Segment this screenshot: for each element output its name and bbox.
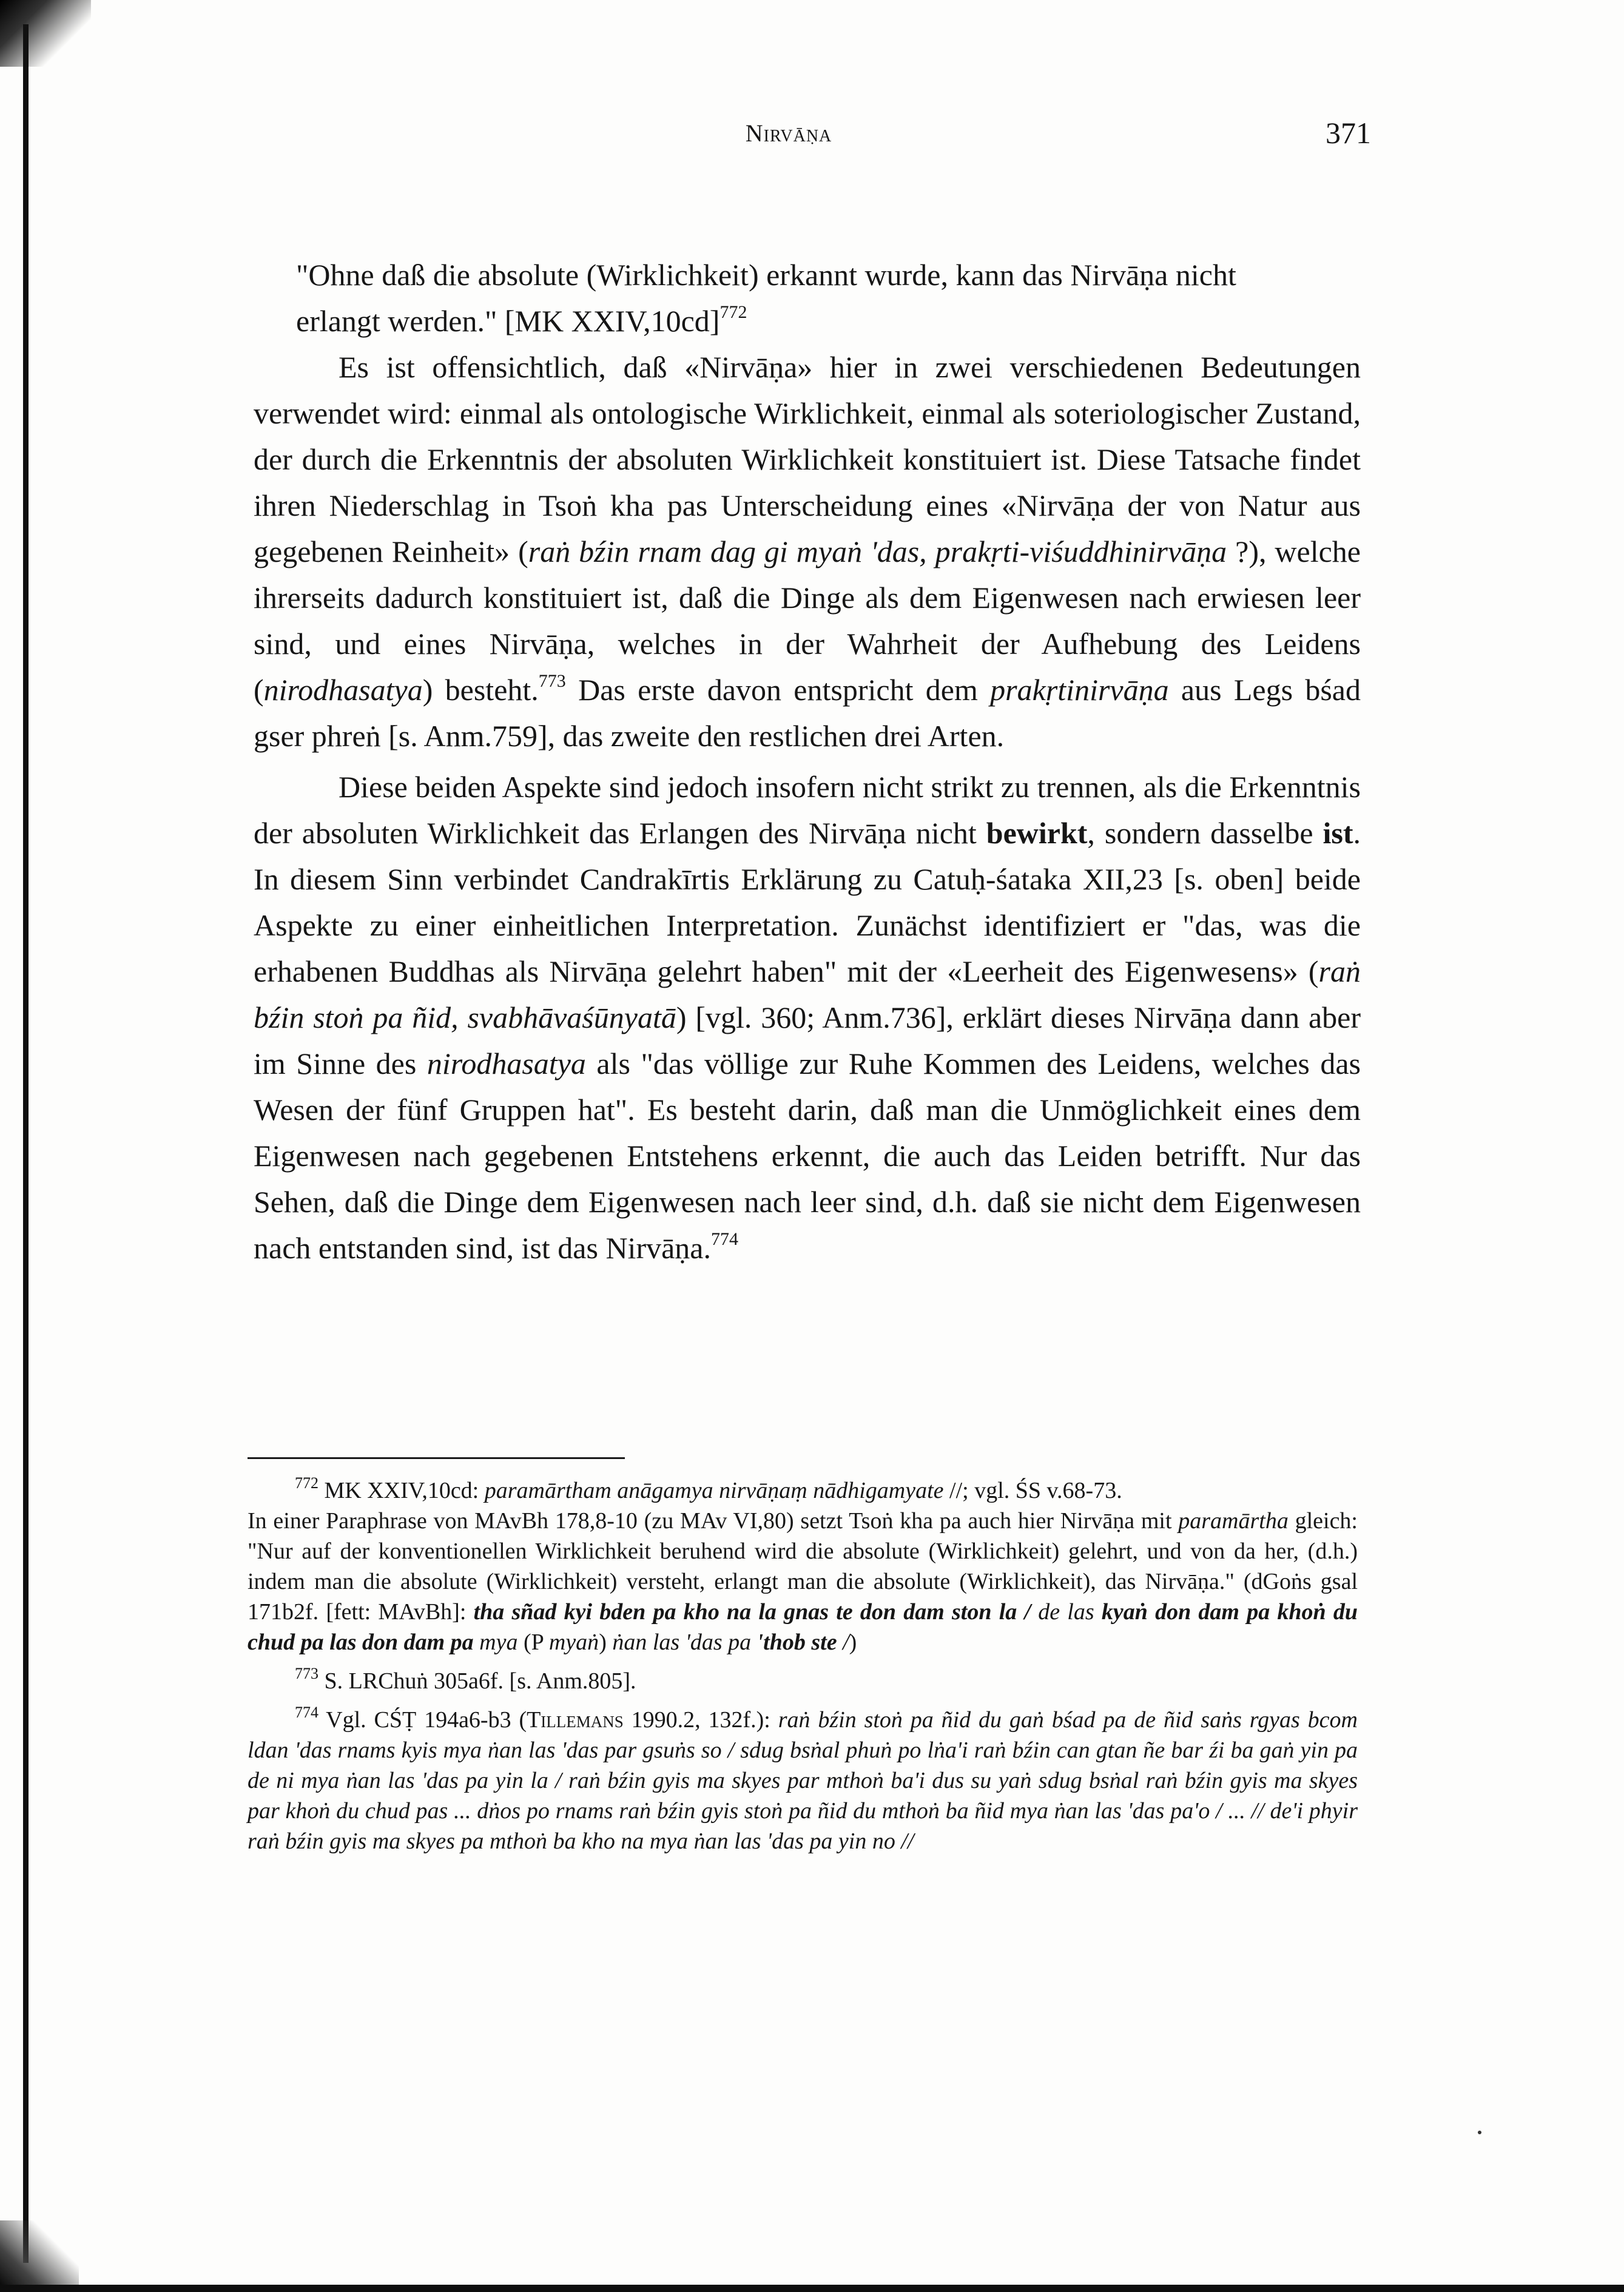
running-title: Nirvāṇa	[745, 120, 832, 147]
footnote-divider	[248, 1457, 625, 1459]
footnote-772: $^{772}$ MK XXIV,10cd: paramārtham anāgamya nirvāṇaṃ nādhigamyate //; vgl. ŚS v.68-73. In einer Paraphrase von MAvBh 178,8-10 (zu MAv VI,80) setzt Tsoṅ kha pa auch hier Nirvāṇa mit paramārtha gleich: "Nur auf der konventionellen Wirklichkeit beruhend wird die absolute (Wirklichkeit) gelehrt, und von da her, (d.h.) indem man die absolute (Wirklichkeit) versteht, erlangt man die absolute (Wirklichkeit), das Nirvāṇa." (dGoṅs gsal 171b2f. [fett: MAvBh]: tha sñad kyi bden pa kho na la gnas te don dam ston la / de las kyaṅ don dam pa khoṅ du chud pa las don dam pa mya (P myaṅ) ṅan las 'das pa 'thob ste /)	[248, 1474, 1358, 1655]
footnote-number: 773	[295, 1665, 318, 1682]
footnote-ref[interactable]: 772	[719, 302, 747, 322]
footnote-ref[interactable]: 773	[538, 671, 566, 691]
main-text	[254, 252, 1361, 1271]
scan-speck	[1478, 2131, 1481, 2134]
footnote-ref[interactable]: 774	[710, 1229, 738, 1249]
footnote-774: $^{774}$ Vgl. CŚṬ 194a6-b3 (Tillemans 1990.2, 132f.): raṅ bźin stoṅ pa ñid du gaṅ bśad pa de ñid saṅs rgyas bcom ldan 'das rnams kyis mya ṅan las 'das par gsuṅs so / sdug bsṅal phuṅ po lṅa'i raṅ bźin can gtan ñe bar źi ba gaṅ yin pa de ni mya ṅan las 'das pa yin la / raṅ bźin gyis ma skyes par mthoṅ ba'i dus su yaṅ sdug bsṅal raṅ bźin gyis ma skyes par khoṅ du chud pas ... dṅos po rnams raṅ bźin gyis stoṅ pa ñid du mthoṅ ba ñid mya ṅan las 'das pa'o / ... // de'i phyir raṅ bźin gyis ma skyes pa mthoṅ ba kho na mya ṅan las 'das pa yin no //	[248, 1704, 1358, 1854]
quote-paragraph: "Ohne daß die absolute (Wirklichkeit) erkannt wurde, kann das Nirvāṇa nicht erlangt werden." [MK XXIV,10cd]$^{772}$	[296, 258, 1236, 338]
scan-shadow-bottom	[0, 2220, 79, 2292]
footnotes	[248, 1475, 1358, 1865]
paragraph: Es ist offensichtlich, daß «Nirvāṇa» hier in zwei verschiedenen Bedeutungen verwendet wird: einmal als ontologische Wirklichkeit, einmal als soteriologischer Zustand, der durch die Erkenntnis der absoluten Wirklichkeit konstituiert ist. Diese Tatsache findet ihren Niederschlag in Tsoṅ kha pas Unterscheidung eines «Nirvāṇa der von Natur aus gegebenen Reinheit» (raṅ bźin rnam dag gi myaṅ 'das, prakṛti-viśuddhinirvāṇa ?), welche ihrerseits dadurch konstituiert ist, daß die Dinge als dem Eigenwesen nach erwiesen leer sind, und eines Nirvāṇa, welches in der Wahrheit der Aufhebung des Leidens (nirodhasatya) besteht.$^{773}$ Das erste davon entspricht dem prakṛtinirvāṇa aus Legs bśad gser phreṅ [s. Anm.759], das zweite den restlichen drei Arten.	[254, 350, 1361, 753]
footnote-number: 772	[295, 1474, 318, 1492]
binding-edge-line	[23, 24, 29, 2263]
footnote-number: 774	[295, 1704, 318, 1721]
scan-shadow-top	[0, 0, 91, 67]
page-number: 371	[1326, 116, 1371, 150]
paragraph: Diese beiden Aspekte sind jedoch insofern nicht strikt zu trennen, als die Erkenntnis der absoluten Wirklichkeit das Erlangen des Nirvāṇa nicht bewirkt, sondern dasselbe ist. In diesem Sinn verbindet Candrakīrtis Erklärung zu Catuḥ-śataka XII,23 [s. oben] beide Aspekte zu einer einheitlichen Interpretation. Zunächst identifiziert er "das, was die erhabenen Buddhas als Nirvāṇa gelehrt haben" mit der «Leerheit des Eigenwesens» (raṅ bźin stoṅ pa ñid, svabhāvaśūnyatā) [vgl. 360; Anm.736], erklärt dieses Nirvāṇa dann aber im Sinne des nirodhasatya als "das völlige zur Ruhe Kommen des Leidens, welches das Wesen der fünf Gruppen hat". Es besteht darin, daß man die Unmöglichkeit eines dem Eigenwesen nach gegebenen Entstehens erkennt, die auch das Leiden betrifft. Nur das Sehen, daß die Dinge dem Eigenwesen nach leer sind, d.h. daß sie nicht dem Eigenwesen nach entstanden sind, ist das Nirvāṇa.$^{774}$	[254, 770, 1361, 1265]
footnote-773: $^{773}$ S. LRChuṅ 305a6f. [s. Anm.805].	[295, 1665, 636, 1694]
scan-bottom-edge	[0, 2285, 1624, 2292]
